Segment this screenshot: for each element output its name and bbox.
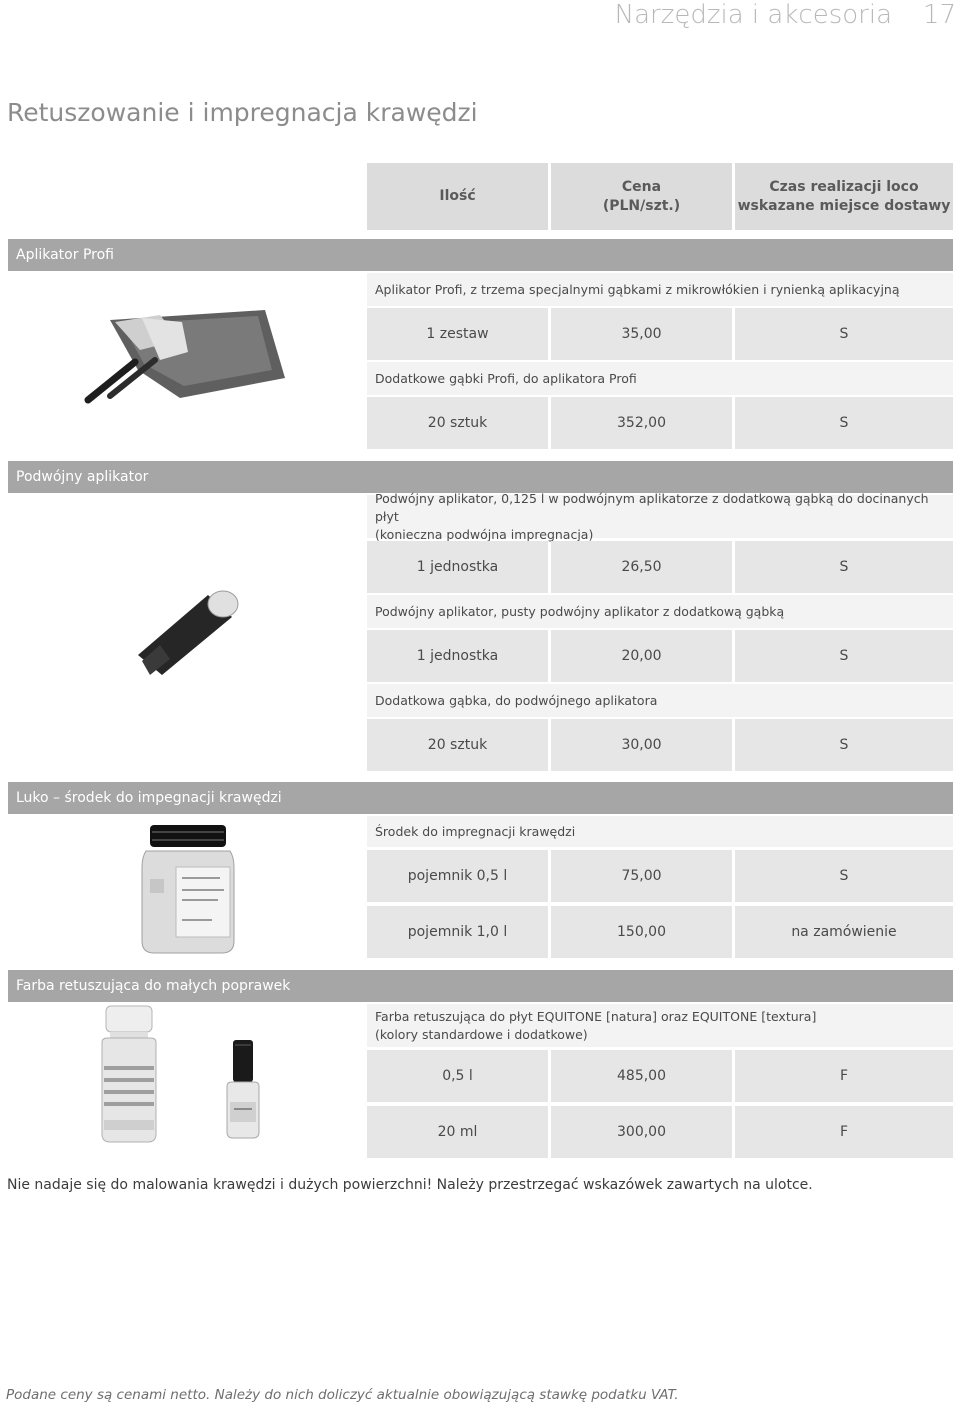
header-price-label: Cena (PLN/szt.)	[602, 178, 681, 214]
footer-note: Podane ceny są cenami netto. Należy do nich doliczyć aktualnie obowiązującą stawkę podatku VAT.	[6, 1387, 679, 1403]
category-label: Farba retuszująca do małych poprawek	[16, 978, 291, 994]
header-qty-label: Ilość	[439, 188, 476, 204]
qty-cell	[367, 1106, 548, 1158]
delivery-value: na zamówienie	[791, 924, 897, 940]
description-text: Dodatkowe gąbki Profi, do aplikatora Profi	[375, 370, 637, 386]
delivery-cell	[735, 1050, 953, 1102]
category-bar-aplikator-profi	[8, 239, 953, 271]
price-cell	[551, 850, 732, 902]
delivery-value: S	[839, 648, 849, 664]
price-value: 150,00	[617, 924, 666, 940]
delivery-cell	[735, 541, 953, 593]
price-cell	[551, 308, 732, 360]
delivery-value: F	[839, 1124, 849, 1140]
delivery-cell	[735, 906, 953, 958]
price-value: 30,00	[621, 737, 662, 753]
qty-cell	[367, 850, 548, 902]
impregnation-jar-image	[138, 823, 238, 955]
qty-cell	[367, 719, 548, 771]
description-text-line2: (konieczna podwójna impregnacja)	[375, 526, 594, 542]
price-value: 300,00	[617, 1124, 666, 1140]
delivery-value: S	[839, 559, 849, 575]
category-bar-podwojny-aplikator	[8, 461, 953, 493]
description-text: Aplikator Profi, z trzema specjalnymi gąbkami z mikrowłókien i rynienką aplikacyjną	[375, 281, 900, 297]
category-label: Aplikator Profi	[16, 247, 114, 263]
page-number: 17	[922, 0, 956, 30]
qty-cell	[367, 308, 548, 360]
description-text: Środek do impregnacji krawędzi	[375, 823, 576, 839]
delivery-cell	[735, 850, 953, 902]
product-description	[367, 595, 953, 628]
delivery-cell	[735, 630, 953, 682]
price-cell	[551, 630, 732, 682]
price-value: 485,00	[617, 1068, 666, 1084]
usage-note: Nie nadaje się do malowania krawędzi i dużych powierzchni! Należy przestrzegać wskazówek zawartych na ulotce.	[7, 1177, 813, 1193]
price-cell	[551, 719, 732, 771]
price-cell	[551, 1106, 732, 1158]
price-cell	[551, 397, 732, 449]
category-label: Luko – środek do impegnacji krawędzi	[16, 790, 282, 806]
delivery-cell	[735, 719, 953, 771]
qty-value: 1 jednostka	[416, 559, 499, 575]
header-delivery	[735, 163, 953, 230]
delivery-value: S	[839, 737, 849, 753]
double-applicator-image	[130, 583, 245, 678]
qty-cell	[367, 541, 548, 593]
price-value: 75,00	[621, 868, 662, 884]
delivery-value: S	[839, 415, 849, 431]
product-description	[367, 273, 953, 306]
price-value: 35,00	[621, 326, 662, 342]
qty-value: 20 sztuk	[427, 415, 488, 431]
category-bar-luko	[8, 782, 953, 814]
product-description	[367, 362, 953, 395]
price-value: 26,50	[621, 559, 662, 575]
delivery-cell	[735, 308, 953, 360]
description-text-line2: (kolory standardowe i dodatkowe)	[375, 1026, 588, 1042]
category-label: Podwójny aplikator	[16, 469, 149, 485]
description-text: Dodatkowa gąbka, do podwójnego aplikatora	[375, 692, 658, 708]
delivery-value: S	[839, 868, 849, 884]
page-header-title: Narzędzia i akcesoria	[614, 0, 892, 30]
applicator-tray-image	[80, 300, 290, 410]
header-delivery-label: Czas realizacji loco wskazane miejsce dostawy	[737, 178, 951, 214]
product-description	[367, 816, 953, 847]
delivery-cell	[735, 1106, 953, 1158]
qty-value: 20 sztuk	[427, 737, 488, 753]
price-cell	[551, 1050, 732, 1102]
description-text: Podwójny aplikator, 0,125 l w podwójnym aplikatorze z dodatkową gąbką do docinanych płyt	[375, 490, 929, 524]
qty-cell	[367, 630, 548, 682]
qty-cell	[367, 906, 548, 958]
product-description	[367, 684, 953, 717]
header-price	[551, 163, 732, 230]
category-bar-farba-retuszujaca	[8, 970, 953, 1002]
header-qty	[367, 163, 548, 230]
qty-value: 0,5 l	[442, 1068, 473, 1084]
delivery-cell	[735, 397, 953, 449]
price-cell	[551, 906, 732, 958]
delivery-value: F	[839, 1068, 849, 1084]
qty-value: 1 jednostka	[416, 648, 499, 664]
description-text: Farba retuszująca do płyt EQUITONE [natura] oraz EQUITONE [textura]	[375, 1008, 817, 1024]
qty-value: pojemnik 0,5 l	[407, 868, 508, 884]
qty-value: 20 ml	[437, 1124, 478, 1140]
qty-value: 1 zestaw	[426, 326, 489, 342]
paint-vial-image	[222, 1038, 264, 1140]
qty-value: pojemnik 1,0 l	[407, 924, 508, 940]
price-cell	[551, 541, 732, 593]
price-value: 352,00	[617, 415, 666, 431]
section-title: Retuszowanie i impregnacja krawędzi	[7, 98, 478, 127]
delivery-value: S	[839, 326, 849, 342]
description-text: Podwójny aplikator, pusty podwójny aplikator z dodatkową gąbką	[375, 603, 785, 619]
product-description	[367, 490, 953, 542]
price-value: 20,00	[621, 648, 662, 664]
qty-cell	[367, 397, 548, 449]
qty-cell	[367, 1050, 548, 1102]
paint-bottle-image	[96, 1004, 162, 1144]
product-description	[367, 1004, 953, 1047]
